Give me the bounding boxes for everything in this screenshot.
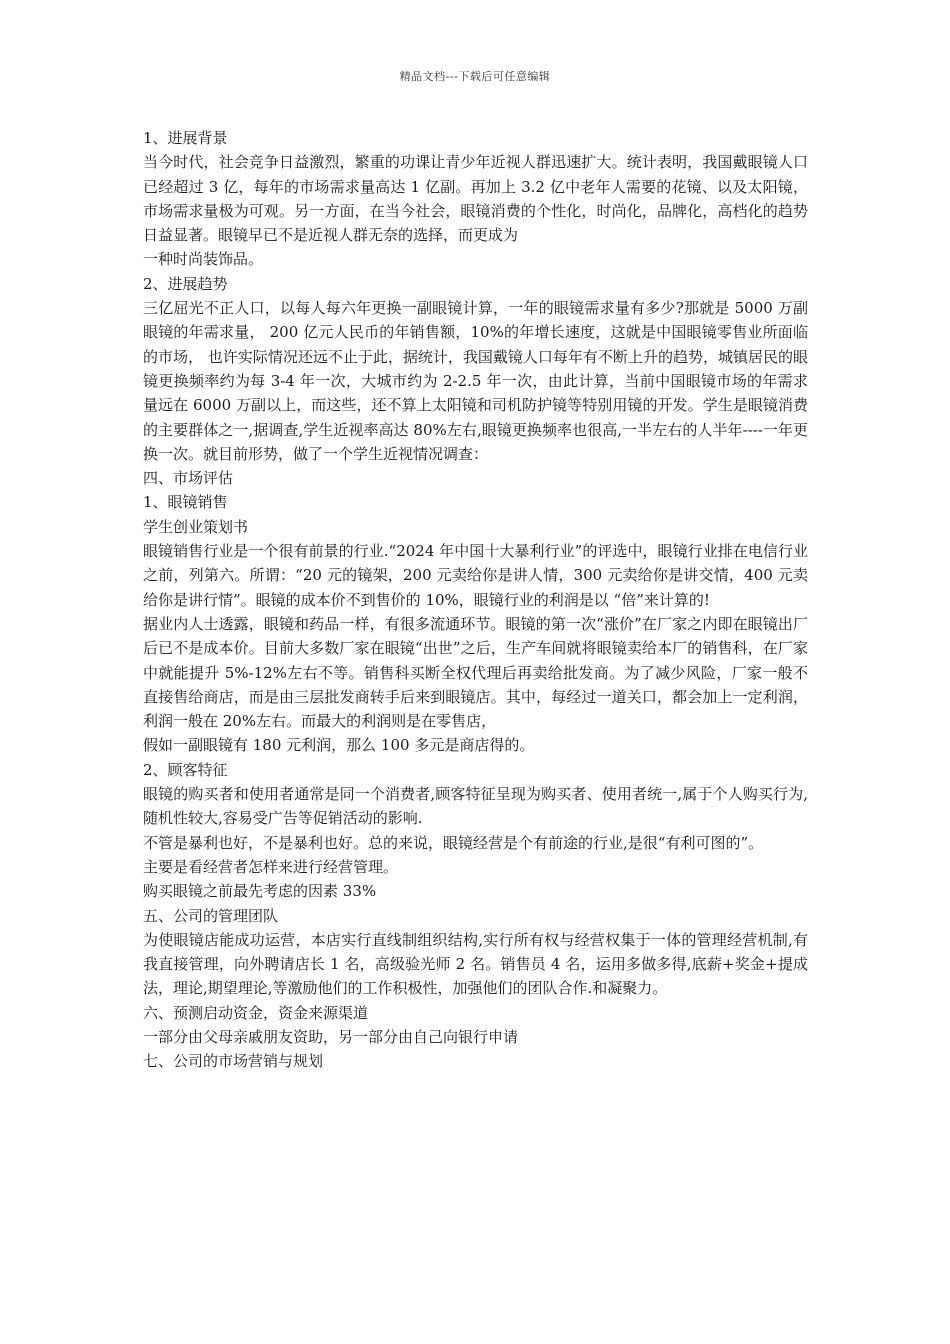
section-heading-background: 1、进展背景 <box>143 129 228 147</box>
paragraph-customer-features: 眼镜的购买者和使用者通常是同一个消费者,顾客特征呈现为购买者、使用者统一,属于个人购买行为,随机性较大,容易受广告等促销活动的影响. <box>143 785 808 828</box>
section-heading-team: 五、公司的管理团队 <box>143 906 279 925</box>
section-heading-funding: 六、预测启动资金，资金来源渠道 <box>143 1003 369 1022</box>
paragraph-distribution: 据业内人士透露，眼镜和药品一样，有很多流通环节。眼镜的第一次“涨价”在厂家之内即在眼镜出厂后已不是成本价。目前大多数厂家在眼镜“出世”之后，生产车间就将眼镜卖给本厂的销售科，在厂家中就能提升 5%-12%左右不等。销售科买断全权代理后再卖给批发商。为了减少风险，厂家一般不直接售给商店，而是由三层批发商转手后来到眼镜店。其中，每经过一道关口，都会加上一定利润，利润一般在 20%左右。而最大的利润则是在零售店， <box>143 614 808 731</box>
paragraph-industry-profit: 眼镜销售行业是一个很有前景的行业.“2024 年中国十大暴利行业”的评选中，眼镜行业排在电信行业之前，列第六。所谓：“20 元的镜架，200 元卖给你是讲人情，300 元卖给你是讲交情，400 元卖给你是讲行情”。眼镜的成本价不到售价的 10%，眼镜行业的利润是以 “倍”来计算的! <box>143 542 808 609</box>
subheading-glasses-sales: 1、眼镜销售 <box>143 493 228 512</box>
subheading-business-plan: 学生创业策划书 <box>143 517 249 536</box>
paragraph-retail-profit: 假如一副眼镜有 180 元利润，那么 100 多元是商店得的。 <box>143 736 535 755</box>
section-heading-trend: 2、进展趋势 <box>143 274 228 293</box>
paragraph-trend: 三亿屈光不正人口，以每人每六年更换一副眼镜计算，一年的眼镜需求量有多少?那就是 5000 万副眼镜的年需求量， 200 亿元人民币的年销售额，10%的年增长速度，这就是中国眼镜零售业所面临的市场， 也许实际情况还远不止于此，据统计，我国戴镜人口每年有不断上升的趋势，城镇居民的眼镜更换频率约为每 3-4 年一次，大城市约为 2-2.5 年一次，由此计算，当前中国眼镜市场的年需求量远在 6000 万副以上，而这些，还不算上太阳镜和司机防护镜等特别用镜的开发。学生是眼镜消费的主要群体之一,据调查,学生近视率高达 80%左右,眼镜更换频率也很高,一半左右的人半年----一年更换一次。就目前形势，做了一个学生近视情况调查： <box>143 299 808 463</box>
subheading-customer-features: 2、顾客特征 <box>143 760 228 779</box>
paragraph-funding: 一部分由父母亲戚朋友资助，另一部分由自己向银行申请 <box>143 1027 519 1046</box>
page-header: 精品文档---下载后可任意编辑 <box>399 70 551 83</box>
paragraph-background: 当今时代，社会竞争日益激烈，繁重的功课让青少年近视人群迅速扩大。统计表明，我国戴眼镜人口已经超过 3 亿，每年的市场需求量高达 1 亿副。再加上 3.2 亿中老年人需要的花镜、以及太阳镜，市场需求量极为可观。另一方面，在当今社会，眼镜消费的个性化，时尚化，品牌化，高档化的趋势日益显著。眼镜早已不是近视人群无奈的选择，而更成为 <box>143 153 808 245</box>
paragraph-team: 为使眼镜店能成功运营，本店实行直线制组织结构,实行所有权与经营权集于一体的管理经营机制,有我直接管理，向外聘请店长 1 名，高级验光师 2 名。销售员 4 名，运用多做多得,底薪+奖金+提成法，理论,期望理论,等激励他们的工作积极性，加强他们的团队合作.和凝聚力。 <box>143 930 808 998</box>
paragraph-background-end: 一种时尚装饰品。 <box>143 250 264 269</box>
section-heading-market-assessment: 四、市场评估 <box>143 469 234 488</box>
document-body <box>143 126 808 1074</box>
paragraph-profitability: 不管是暴利也好，不是暴利也好。总的来说，眼镜经营是个有前途的行业,是很“有利可图的”。 <box>143 833 764 852</box>
paragraph-management-note: 主要是看经营者怎样来进行经营管理。 <box>143 857 399 876</box>
section-heading-marketing: 七、公司的市场营销与规划 <box>143 1052 324 1071</box>
paragraph-purchase-factor: 购买眼镜之前最先考虑的因素 33% <box>143 882 377 901</box>
